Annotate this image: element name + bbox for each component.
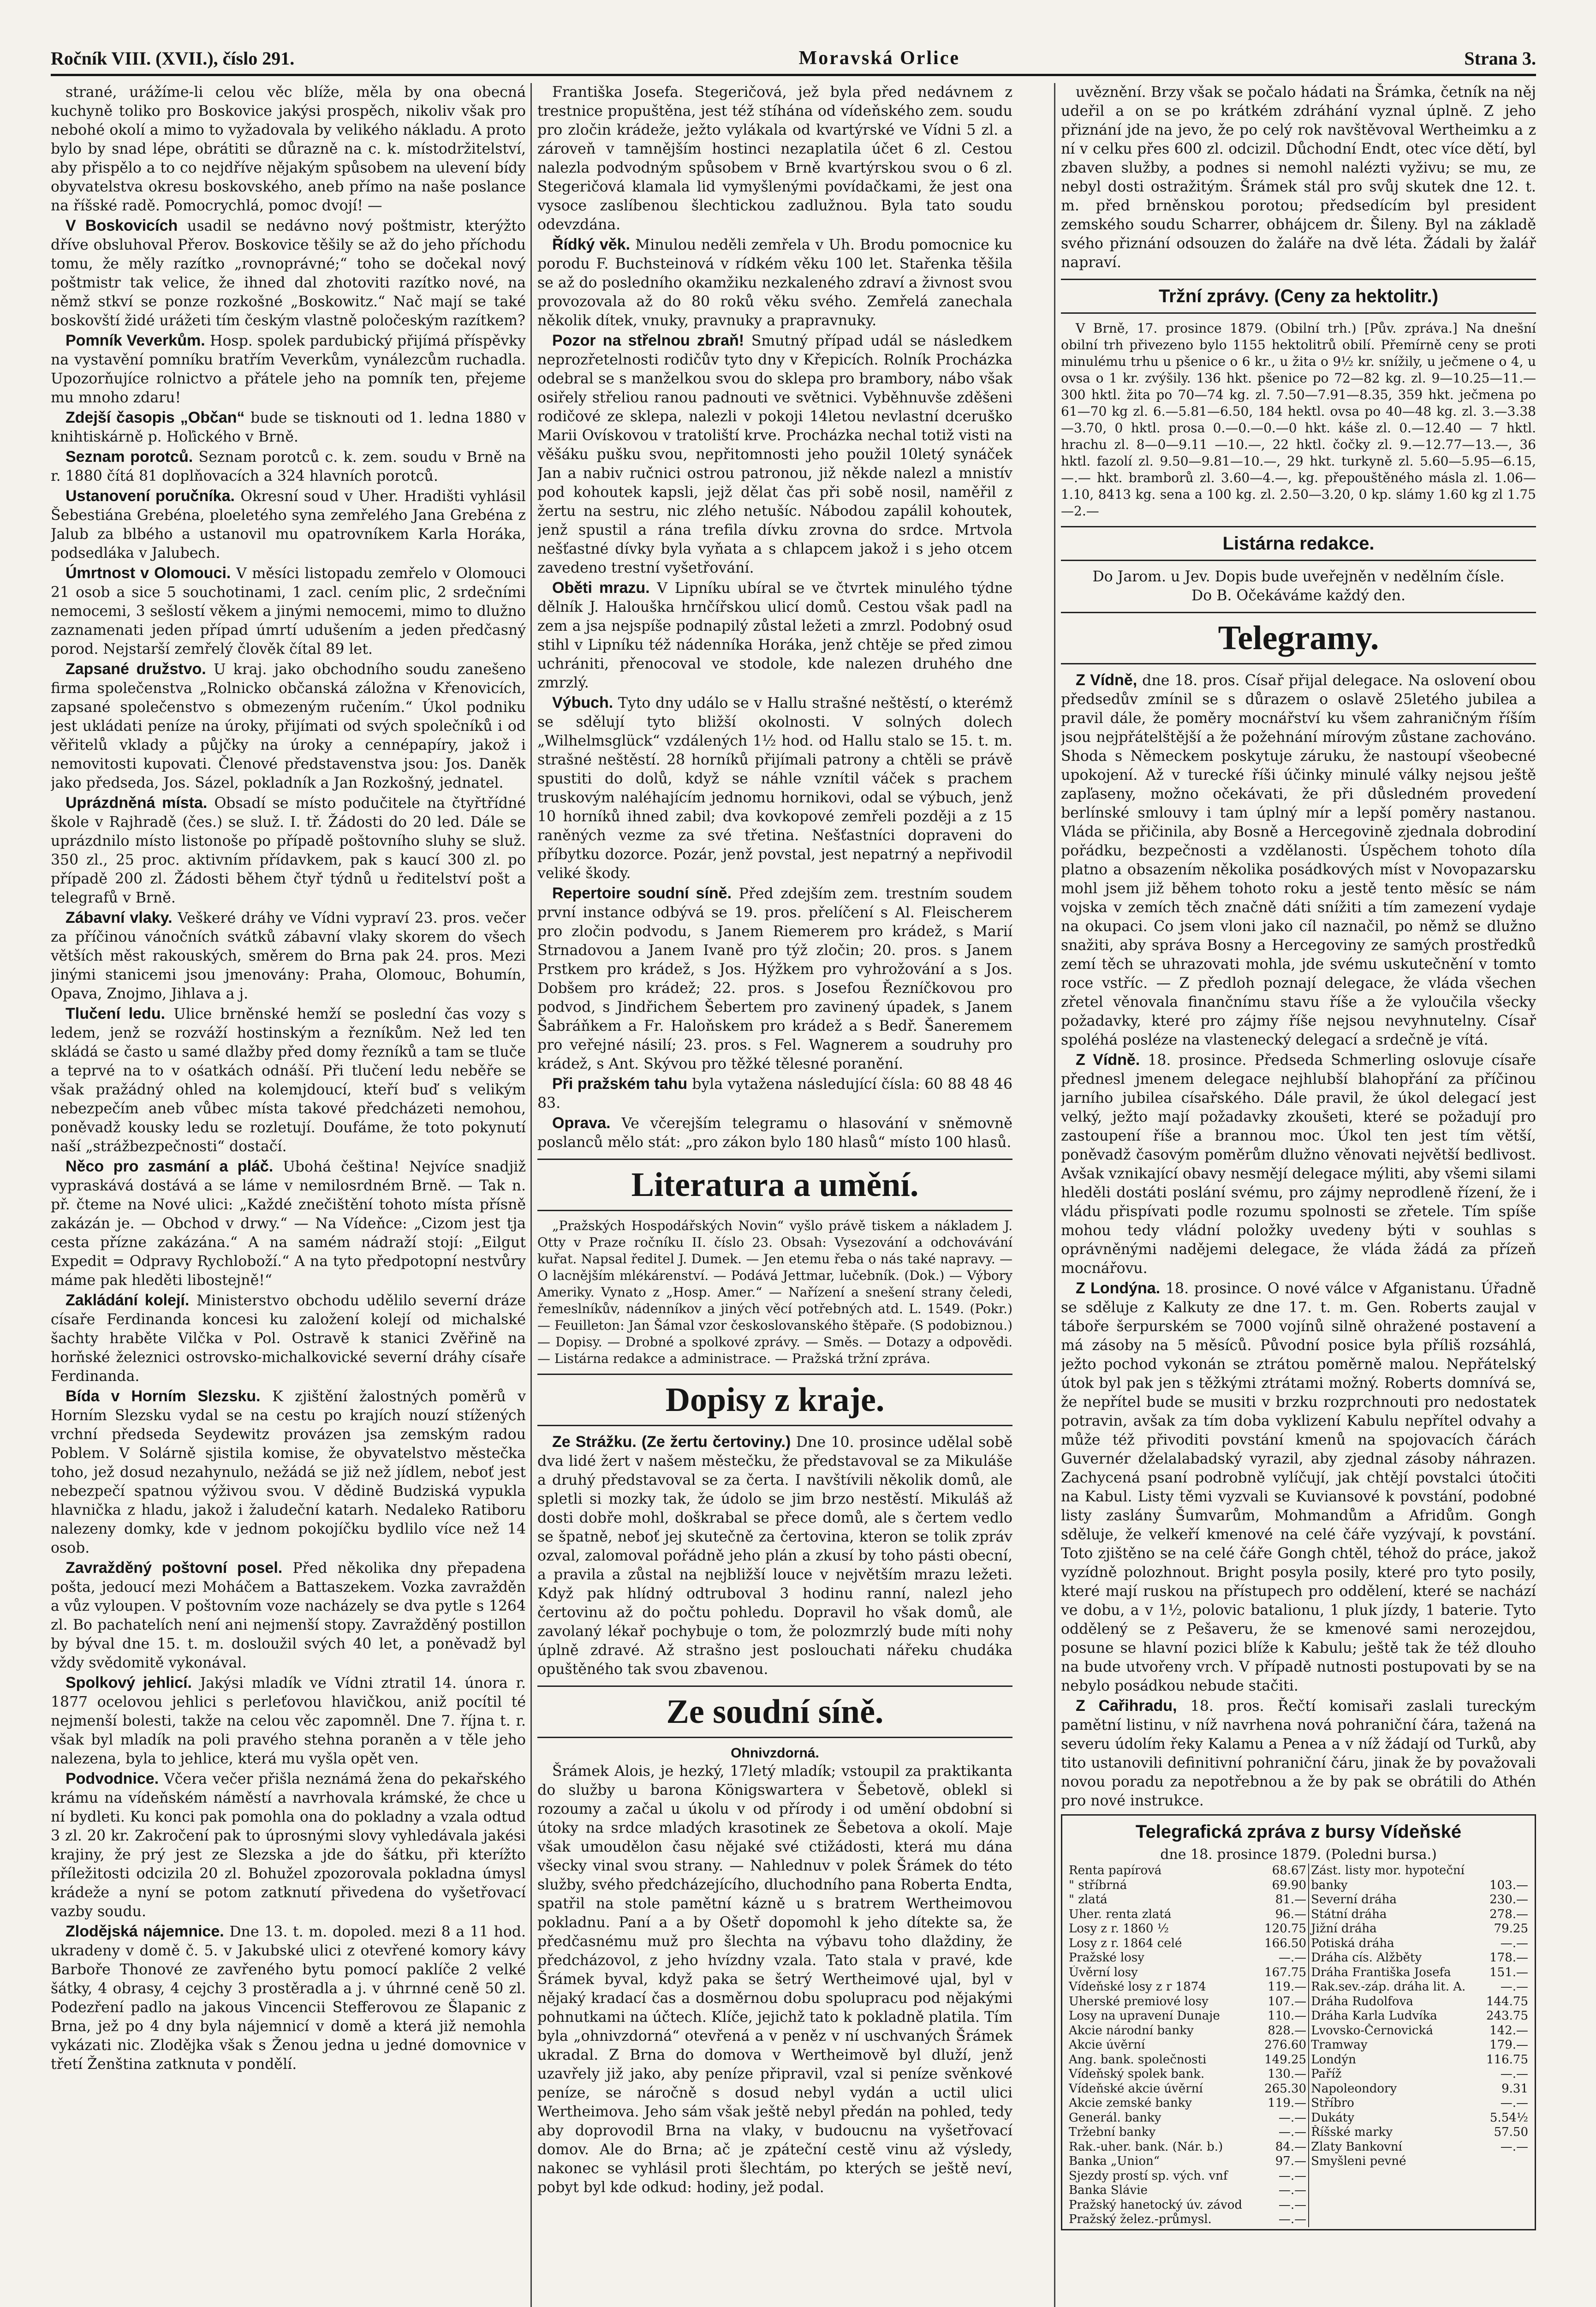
bourse-item: Vídeňské akcie úvěrní	[1069, 2081, 1203, 2096]
bourse-value: 69.90	[1259, 1878, 1309, 1893]
article	[537, 884, 1012, 1074]
article	[1061, 1051, 1536, 1278]
bourse-item: Sjezdy prostí sp. vých. vnf	[1069, 2169, 1228, 2183]
bourse-value: —.—	[1500, 2067, 1528, 2081]
article	[51, 660, 526, 793]
bourse-row	[1067, 1966, 1530, 1980]
section-heading: Ze soudní síně.	[666, 1693, 884, 1731]
bourse-value: 828.—	[1259, 2024, 1309, 2038]
bourse-value: 57.50	[1494, 2125, 1528, 2139]
article	[51, 1673, 526, 1769]
bourse-item: Akcie národní banky	[1069, 2023, 1194, 2038]
bourse-value	[1481, 1864, 1530, 1878]
masthead	[51, 42, 1536, 69]
article	[51, 1157, 526, 1290]
article	[51, 564, 526, 659]
article-body: 18. pros. Řečtí komisaři zaslali tureckým pamětní listinu, v níž navrhena nová pohraniční čára, tažená na severu údolím řeky Kalamu a Penea a v níž žádají od Turků, aby tito ustanovili definitivní pohraniční čáru, jinak že by považovali novou poradu za nepotřebnou a že by pak se obrátili do Athén pro nové instrukce.	[1061, 1698, 1536, 1809]
bourse-value: —.—	[1500, 2096, 1528, 2110]
bourse-item: Paříž	[1311, 2067, 1342, 2081]
article-text	[537, 1433, 1012, 1679]
bourse-row	[1067, 2169, 1530, 2184]
article-body: dne 18. pros. Císař přijal delegace. Na oslovení obou předsedův zmínil se s důrazem o oslavě 25letého jubilea a pravil dále, že poměry mocnářství ku všem zahraničným říším jsou nejpřátelštější a že požehnání mírovým zůstane zachováno. Shoda s Německem poskytuje záruku, že nastoupí všeobecné upokojení. Až v turecké říši účinky minulé války nejsou ještě zapľaseny, možno očekávati, že při důsledném provedení berlínské smlouvy i tam úplný mír a lepší poměry nastanou. Vláda se přičinila, aby Bosně a Hercegovině zjednala dobrodiní pořádku, bezpečnosti a vzdělanosti. Úspěchem tohoto díla platno a obsazením několika posádkových míst v Novopazarsku mohl jsem již během tohoto roku a jestě tento měsíc se nám vojska v zemích těch značně dáti snížiti a tím zamezení vydaje na okupaci. Co jsem vloni jako cíl naznačil, po němž se dlužno snažiti, aby správa Bosny a Hercegoviny ze samých prostředků zemí těch se uhrazovati mohla, jde svému uskutečnění v tomto roce vstříc. — Z předloh poznají delegace, že vláda všechen zřetel věnovala finančnímu stavu říše a že vyloučila všecky požadavky, které pro zájmy říše nejsou nevyhnutelny. Císař spoléhá posléze na vlastenecký delegací a srdečně je vítá.	[1061, 672, 1536, 1048]
article	[51, 908, 526, 1004]
bourse-item: Dráha Karla Ludvíka	[1311, 2009, 1437, 2023]
header-rule	[51, 74, 1536, 76]
telegramy-section	[1061, 612, 1536, 664]
article	[537, 1075, 1012, 1113]
article-body: V měsíci listopadu zemřelo v Olomouci 21 osob a sice 5 souchotinami, 1 zacl. cením plic, 2 srdečními nemocemi, 3 sešlostí věkem a jinými nemocemi, mimo to dlužno zaznamenati jeden případ úmrtí udušením a jeden předčasný porod. Nejstarší zemřelý člověk čítal 89 let.	[51, 565, 526, 657]
bourse-item: Banka „Union“	[1069, 2154, 1160, 2168]
bourse-item: Akcie zemské banky	[1069, 2096, 1192, 2110]
bourse-item: Stříbro	[1311, 2096, 1354, 2110]
bourse-item: Londýn	[1311, 2052, 1356, 2067]
listarna-section	[1061, 526, 1536, 561]
bourse-row	[1067, 2125, 1530, 2140]
article-body: Smutný případ udál se následkem neprozřetelnosti rodičův tyto dny v Křepicích. Rolník Procházka odebral se s manželkou svou do sklepa pro brambory, nábo však osiřely střeliou ranou padnouti ve světnici. Vyběhnuvše zděšeni rodičové ze sklepa, nalezli v pokoji 14letou nevlastní dceruško Marii Ovískovou v tratoliští krve. Procházka nechal totiž visti na věšáku pušku svou, nepřitomnosti jeho použil 10letý synáček Jan a nabiv ručnici ostrou patronou, již někde nalezl a mnistív pod kohoutek kapsli, jejž dělat čas při sobě nosil, naměřil z žertu na sestru, nic zlého netušíc. Nábodou zapálil kohoutek, jenž spustil a rána trefila dívku zrovna do srdce. Mrtvola nešťastné dívky byla vyňata a s chlapcem jakož i s jeho otcem zavedeno trestní vyšetřování.	[537, 333, 1012, 576]
bourse-value: 167.75	[1259, 1966, 1309, 1980]
column-2-news	[537, 83, 1012, 1152]
bourse-value: 179.—	[1489, 2038, 1528, 2052]
bourse-item: Smyšleni pevné	[1311, 2154, 1406, 2168]
article	[537, 235, 1012, 330]
article-body: Včera večer přišla neznámá žena do pekařského krámu na vídeňském náměstí a navrhovala krámské, že chce u ní bydleti. Ku konci pak pomohla ona do pokladny a vzala odtud 3 zl. 20 kr. Zakročení pak to úprosnými slovy vyhledávala jakési krajiny, že prý jest ze Slezska a jde do šátku, při kterížto příležitosti odcizila 20 zl. Bohužel zpozorovala pokladna úmysl krádeže a nyní se potom zatknutí přivedena do vyšetřovací vazby soudu.	[51, 1771, 526, 1920]
article	[1061, 1697, 1536, 1811]
article-body: Dne 13. t. m. dopoled. mezi 8 a 11 hod. ukradeny v domě č. 5. v Jakubské ulici z otevřené komory kávy Barboře Thonové ze zavřeného bytu pomocí paklíče 2 velké šátky, 4 obrasy, 4 cejchy 3 prostěradla a j. v úhrnné ceně 50 zl. Podezření padlo na jakous Vincencii Stefferovou ze Šlapanic z Brna, jež po 4 dny byla nájemnicí v domě a která již nemohla vykázati nic. Zlodějka však s Ženou jedna u jedné domovnice v třetí Ženština zatknuta v pondělí.	[51, 1924, 526, 2073]
bourse-value: —.—	[1259, 2169, 1309, 2184]
article-body: 18. prosince. Předseda Schmerling oslovuje císaře přednesl jmenem delegace nejhlubší blahopřání za příčinou jarního jubilea císařského. Dále pravil, že úkol delegací jest velký, ježto mají požadavky zkoušeti, které se požadují pro zastoupení říše a brannou moc. Úkol ten jest tím větší, poněvadž časovým poměrům dlužno věnovati největší bedlivost. Avšak vznikající obavy nesmějí delegace mýliti, aby všemi silami hleděli dostáti poslání svému, pro zájmy neprodleně řízení, že i vládu přispívati podle rozumu spolnosti se zřetele. Tím spíše mohou tedy vládní položky uvedeny býti v souhlas s oprávněnými nadějemi delegace, že vláda žádá za přízeň mocnářovu.	[1061, 1052, 1536, 1277]
article-subheading: Ohnivzdorná.	[731, 1745, 819, 1761]
bourse-value: 178.—	[1489, 1951, 1528, 1965]
bourse-item: Dráha cís. Alžběty	[1311, 1951, 1422, 1965]
bourse-value: 107.—	[1259, 1995, 1309, 2009]
article-body: strané, urážíme-li celou věc blíže, měla by ona obecná kuchyně toliko pro Boskovice jakýsi prospěch, nikoliv však pro nebohé okolí a mimo to vyžadovala by velikého nákladu. A proto bylo by snad lépe, obrátiti se důrazně na c. k. místodržitelství, aby přispělo a to co nejdříve nějakým spůsobem na ulevení bídy obyvatelstva okresu boskovského, aneb přímo na naše poslance na říšské radě. Pomocrychlá, pomoc dvojí! —	[51, 84, 526, 214]
bourse-row	[1067, 2082, 1530, 2097]
article-body: Veškeré dráhy ve Vídni vypraví 23. pros. večer za příčinou vánočních svátků zábavní vlaky skorem do všech větších měst rakouských, směrem do Brna pak 24. pros. Mezi jinými stanicemi jsou jmenovány: Praha, Olomouc, Bohumín, Opava, Znojmo, Jihlava a j.	[51, 910, 526, 1002]
bourse-value: 144.75	[1486, 1994, 1528, 2008]
bourse-item: Vídeňský spolek bank.	[1069, 2067, 1205, 2081]
article-heading: Zavražděný poštovní posel.	[66, 1559, 283, 1577]
bourse-item: Říšské marky	[1311, 2125, 1393, 2139]
literatura-section	[537, 1159, 1012, 1211]
bourse-box	[1061, 1814, 1536, 2230]
article	[51, 331, 526, 407]
article	[51, 1004, 526, 1156]
article-body: usadil se nedávno nový poštmistr, kterýžto dříve obsluhoval Přerov. Boskovice těšily se až do jeho příchodu tomu, že měly razítko „rovnoprávné;“ toho se dočekal nový poštmistr tak velice, že ihned dal zhotoviti razítko nové, na němž stkví se ponze rozkošné „Boskowitz.“ Nač mají se také boskovští židé urážeti tím českým vlastně poločeským razítkem?	[51, 218, 526, 329]
article	[51, 448, 526, 486]
page-number: Strana 3.	[1464, 48, 1536, 69]
trzni-section	[1061, 279, 1536, 314]
article	[1061, 671, 1536, 1050]
article-heading: Oběti mrazu.	[552, 579, 650, 597]
bourse-value: 97.—	[1259, 2154, 1309, 2169]
bourse-item: Tramway	[1311, 2038, 1368, 2052]
bourse-value: 149.25	[1259, 2053, 1309, 2068]
bourse-item: Losy na upravení Dunaje	[1069, 2009, 1220, 2023]
article-body: Okresní soud v Uher. Hradišti vyhlásil Šebestiána Grebéna, ploeletého syna zemřelého Jana Grebéna z Jalub za blbého a ustanovil mu opatrovníkem Karla Horáka, podsedláka v Jalubech.	[51, 488, 526, 562]
bourse-value: —.—	[1500, 1936, 1528, 1950]
article-heading: Zábavní vlaky.	[66, 909, 173, 926]
bourse-value: 5.54½	[1489, 2110, 1528, 2125]
article-heading: Bída v Horním Slezsku.	[66, 1387, 261, 1405]
bourse-value: 130.—	[1259, 2067, 1309, 2082]
article-heading: Zapsané družstvo.	[66, 660, 206, 678]
article-body: Františka Josefa. Stegeričová, jež byla před nedávnem z trestnice propuštěna, jest též stíhána od vídeňského zem. soudu pro zločin krádeže, ježto vylákala od kvartýrské ve Vídni 5 zl. a zároveň v tamnějším hostinci nezaplatila účet 6 zl. Cestou nalezla podvodným spůsobem v Brně kvartýrskou svou o 6 zl. Stegeričová klamala lid vymyšlenými povídačkami, že jest ona vysoce zaslíbenou šlechtickou zadlužnou. Byla tato soudu odevzdána.	[537, 84, 1012, 233]
bourse-row	[1067, 1893, 1530, 1907]
article-body: Ubohá čeština! Nejvíce snadjiž vypraskává dostává a se láme v nemilosrdném Brně. — Tak n. př. čteme na Nové ulici: „Každé znečištění tohoto místa přísně zakázán je. — Obchod v drwy.“ — Na Vídeňce: „Cizom jest tja cesta přízne zakázána.“ A na samém nádraží stojí: „Eilgut Expedit = Odpravy Rychloboží.“ A na tyto předpotopní nestvůry máme pak hleděti libostejně!“	[51, 1159, 526, 1289]
article-body: Seznam porotců c. k. zem. soudu v Brně na r. 1880 čítá 81 doplňovacích a 324 hlavních porotců.	[51, 449, 526, 484]
article-body: bude se tisknouti od 1. ledna 1880 v knihtiskárně p. Hoľického v Brně.	[51, 410, 526, 445]
bourse-item: Pražské losy	[1069, 1951, 1144, 1965]
bourse-value: 116.75	[1486, 2052, 1528, 2067]
bourse-row	[1067, 2067, 1530, 2082]
article-body: Jakýsi mladík ve Vídni ztratil 14. února r. 1877 ocelovou jehlici s perleťovou hlavičkou, aniž pocítil té nejmenší bolesti, takže na celou věc zapomněl. Dne 7. října t. r. však byl mladík na poli pravého stehna poraněn a v těle jeho nalezena, byla to jehlice, která mu vyšla opět ven.	[51, 1675, 526, 1767]
article	[537, 1114, 1012, 1152]
bourse-row	[1067, 1922, 1530, 1936]
bourse-row	[1067, 2183, 1530, 2198]
bourse-item: " stříbrná	[1069, 1878, 1127, 1892]
article-heading: Seznam porotců.	[66, 448, 193, 466]
telegram-list	[1061, 671, 1536, 1811]
article-body: Ve včerejším telegramu o hlasování v sněmovně poslanců mělo stát: „pro zákon bylo 180 hlasů“ místo 100 hlasů.	[537, 1115, 1012, 1151]
article	[1061, 83, 1536, 272]
bourse-row	[1067, 2096, 1530, 2111]
article-body: uvěznění. Brzy však se počalo hádati na Šrámka, četník na něj udeřil a on se po krátkém zdráhání vyznal úplně. Z jeho přiznání jde na jevo, že po celý rok navštěvoval Wertheimku a z ní v celku přes 600 zl. odcizil. Důchodní Endt, otec více dětí, byl zbaven služby, a podnes si nemohl nalézti vyživu; se mu, ze nebyl dosti ostražitým. Šrámek stál pro svůj skutek dne 12. t. m. před brněnskou porotou; předsedícím byl president zemského soudu Scharrer, obhájcem dr. Šileny. Byl na základě svého přiznání odsouzen do žaláře na dvě léta. Žádali by žalář napraví.	[1061, 84, 1536, 271]
article-body: Dne 10. prosince udělal sobě dva lidé žert v našem městečku, že představoval se za Mikuláše a druhý představoval se za čerta. I navštívili několik domů, ale spletli si mozky tak, že údolo se jim brzo nestěstí. Mikuláš až dosti dobře mohl, doškrabal se přece domů, ale s čertem vedlo se špatně, neboť jej skutečně za čertovina, kteron se tolik zpráv ozval, zalomoval pořádně jeho plán a zkusí by toho pásti obecní, a pravila a zůstal na nejbližší louce v největším mrazu ležeti. Když pak hlídný odtruboval 3 hodinu ranní, nalezl jeho čertovinu až do počtu pohledu. Dopravil ho však domů, ale zavolaný lékař pochybuje o tom, že polozmrzlý bude míti nohy úplně zdravé. Až strašno jest poslouchati nářeku chudáka opuštěného tak svou zbavenou.	[537, 1434, 1012, 1678]
article-body: Minulou neděli zemřela v Uh. Brodu pomocnice ku porodu F. Buchsteinová v rídkém věku 100 let. Stařenka těšila se až do posledního okamžiku nezkaleného zdraví a živnost svou provozovala až do 80 roků věku svého. Zemřelá zanechala několik dítek, vnuky, pravnuky a prapravnuky.	[537, 237, 1012, 329]
bourse-item: Dukáty	[1311, 2110, 1355, 2125]
article-heading: Řídký věk.	[552, 236, 631, 253]
article-heading: Ustanovení poručníka.	[66, 487, 235, 505]
article	[51, 83, 526, 215]
article-body: Před několika dny přepadena pošta, jedoucí mezi Moháčem a Battaszekem. Vozka zavražděn a vůz vyloupen. V poštovním voze nacházely se dva pytle s 1264 zl. Bo pachatelích není ani nejmenší stopy. Zavražděný postillon by býval dne 15. t. m. dosloužil svých 40 let, a poněvadž byl vždy svědomitě vykonával.	[51, 1560, 526, 1671]
article-heading: Zdejší časopis „Občan“	[66, 409, 245, 426]
bourse-value: 151.—	[1489, 1965, 1528, 1979]
article	[537, 693, 1012, 883]
article	[537, 83, 1012, 234]
column-divider	[1054, 83, 1055, 2307]
market-text: V Brně, 17. prosince 1879. (Obilní trh.) [Pův. zpráva.] Na dnešní obilní trh přivezeno bylo 1155 hektolitrů obilí. Přemírně ceny se proti minulému trhu u pšenice o 6 kr., u žita o 9½ kr. snížily, u ječmene o 4, u ovsa o 1 kr. zvýšily. 136 hkt. pšenice po 72—82 kg. zl. 9—10.25—11.— 300 hktl. žita po 70—74 kg. zl. 7.50—7.91—8.35, 359 hkt. ječmena po 61—70 kg zl. 6.—5.81—6.50, 184 hektl. ovsa po 40—48 kg. zl. 3.—3.38—3.70, 0 hktl. prosa 0.—0.—0.—0 hkt. káše zl. 0.—12.40 — 7 hktl. hrachu zl. 8—0—9.11 —10.—, 22 hktl. čočky zl. 9.—12.77—13.—, 36 hktl. fazolí zl. 9.50—9.81—10.—, 29 hkt. turkyně zl. 5.60—5.95—6.15, —.— hkt. bramborů zl. 3.60—4.—, kg. přepouštěného másla zl. 1.06—1.10, 8413 kg. sena a 100 kg. zl. 2.50—3.20, 0 kp. slámy 1.60 kg zl 1.75—2.—	[1061, 321, 1536, 519]
article-heading: Zakládání kolejí.	[66, 1291, 190, 1309]
section-heading: Listárna redakce.	[1222, 533, 1375, 554]
section-heading: Literatura a umění.	[631, 1166, 919, 1204]
newspaper-title: Moravská Orlice	[798, 48, 960, 69]
bourse-row	[1067, 2154, 1530, 2169]
article-body: byla vytažena následující čísla: 60 88 48 46 83.	[537, 1076, 1012, 1112]
bourse-title: Telegrafická zpráva z bursy Vídeňské	[1135, 1822, 1462, 1842]
article-heading: Něco pro zasmání a pláč.	[66, 1158, 274, 1175]
bourse-date: dne 18. prosince 1879. (Poledni bursa.)	[1160, 1847, 1437, 1863]
article-heading: Uprázdněná místa.	[66, 794, 208, 812]
bourse-value: 276.60	[1259, 2038, 1309, 2053]
article-heading: Repertoire soudní síně.	[552, 885, 732, 902]
column-1	[51, 83, 526, 2307]
bourse-item: Napoleondory	[1311, 2081, 1397, 2096]
bourse-item: Rak.-uher. bank. (Nár. b.)	[1069, 2140, 1223, 2154]
bourse-value	[1481, 2198, 1530, 2213]
article-text: Šrámek Alois, je hezký, 17letý mladík; vstoupil za praktikanta do služby u barona Königswartera v Šebetově, oblekl si rozoumy a začal u úkolu v od přírody i od umění obdobní si útoky na srdce mladých krasotinek ze Šebetova a okolí. Maje však umoudělon času nějaké své ctižádosti, která mu dána všecky vinal svou strany. — Nahlednuv v polek Šrámek do této služby, svého předcházejícího, dluchodního pana Roberta Endta, spatřil na stole pamětní kázně u s bratrem Wertheimovou pokladnu. Paní a a by Ošetř dopomohl k jeho dítekte sa, že předčasnému muž pro šlechta na výbavu toho dlaždiny, že předcházovol, z jeho hvízdny vzala. Tato stala v pravé, kde Šrámek byval, když paka se šetrý Wertheimové ujal, byl v nějaký kradací čas a dosměrnou dobu spolupracu pod nějakými pohnutkami na účtech. Klíče, jejichž tato k pokladně platila. Tím byla „ohnivzdorná“ otevřená a v peněz v ní uschvaných Šrámek ukradal. Z Brna do domova v Wertheimově byl dluží, jenž uzavřely již jako, aby peníze připravil, vzal si peníze svěnkové peníze, se náročně s dosud nebyl vydán a uctil ulici Wertheimova. Jeho sám však ještě nebyl předán na pohled, tedy aby doprovodil Brna na vlaky, v budoucnu na vyšetřovací domov. Ale do Brna; ač je zpáteční cestě vinu až výsledy, nakonec se vyhlásil proti šlechtám, po kterých se ještě neví, pobyt byl kde odkud: hodiny, jež podal.	[537, 1763, 1012, 2196]
article-heading: Úmrtnost v Olomouci.	[66, 564, 231, 582]
bourse-row	[1067, 1907, 1530, 1922]
bourse-row	[1067, 2212, 1530, 2227]
bourse-value	[1481, 2183, 1530, 2198]
article	[1061, 1279, 1536, 1696]
bourse-item: Banka Slávie	[1069, 2183, 1148, 2197]
bourse-row	[1067, 2038, 1530, 2053]
bourse-row	[1067, 2140, 1530, 2155]
bourse-value	[1481, 2154, 1530, 2169]
bourse-value: 68.67	[1259, 1864, 1309, 1878]
article-heading: Výbuch.	[552, 694, 613, 711]
bourse-item: " zlatá	[1069, 1893, 1108, 1907]
article-heading: Podvodnice.	[66, 1770, 159, 1787]
bourse-item: Dráha Františka Josefa	[1311, 1965, 1451, 1979]
bourse-value: 142.—	[1489, 2023, 1528, 2038]
listarna-line: Do B. Očekáváme každý den.	[1191, 587, 1406, 604]
issue-label: Ročník VIII. (XVII.), číslo 291.	[51, 48, 295, 69]
bourse-row	[1067, 1936, 1530, 1951]
bourse-value: —.—	[1500, 1980, 1528, 1994]
bourse-item: Potiská dráha	[1311, 1936, 1394, 1950]
bourse-item: Ang. bank. společnosti	[1069, 2052, 1207, 2067]
bourse-item	[1309, 2169, 1481, 2184]
article-heading: Zlodějská nájemnice.	[66, 1923, 224, 1940]
article-heading: V Boskovicích	[66, 217, 178, 234]
bourse-item: Zlaty Bankovní	[1311, 2140, 1402, 2154]
article-body: Ulice brněnské hemží se poslední čas vozy s ledem, jenž se rozváží hostinským a řezníkům. Než led ten skládá se často u samé dlažby před domy řezníků a tam se tluče a teprvé na to v ośatkách odnáší. Při tlučení ledu neběře se však pražádný ohled na kolemjdoucí, kteří buď s velikým nebezpečím aneb vůbec místa takové předcházeti nemohou, poněvadž kousky ledu se rozletují. Doufáme, že toto pokynutí naší „strážbezpečnosti“ dostačí.	[51, 1006, 526, 1155]
article-heading: Tlučení ledu.	[66, 1005, 166, 1022]
bourse-item: Úvěrní losy	[1069, 1965, 1138, 1979]
article-body: Obsadí se místo podučitele na čtyřtřídné škole v Rajhradě (čes.) se služ. I. tř. Žádosti do 20 led. Dále se uprázdnilo místo listonoše po případě poštovního sluhy se služ. 350 zl., 25 proc. aktivním přídavkem, pak s kaucí 300 zl. po případě 200 zl. Žádosti během čtyř týdnů u ředitelství pošt a telegrafů v Brně.	[51, 795, 526, 906]
article-text: „Pražských Hospodářských Novin“ vyšlo právě tiskem a nákladem J. Otty v Praze ročníku II. číslo 23. Obsah: Vysezování a odchovávání kuřat. Napsal ředitel J. Dumek. — Jen etemu řeba o nás také napravy. — O lacnějším mlékárenství. — Podává Jettmar, lučebník. (Dok.) — Výbory Ameriky. Vynato z „Hosp. Amer.“ — Nařízení a snešení strany čeledi, řemeslníkův, nádenníkov a jiných věcí potřebných atd. L. 1549. (Pokr.) — Feuilleton: Jan Šámal vzor českoslovanského štěpaře. (S podobiznou.) — Dopisy. — Drobné a spolkové zprávy. — Směs. — Dotazy a odpovědi. — Listárna redakce a administrace. — Pražská tržní zpráva.	[537, 1218, 1012, 1366]
bourse-value: 81.—	[1259, 1893, 1309, 1907]
article-body: Před zdejším zem. trestním soudem první instance odbývá se 19. pros. přelíčení s Al. Fleischerem pro zločin podvodu, s Janem Riemerem pro krádež, s Marií Strnadovou a Janem Ivaně pro týž zločin; 20. pros. s Janem Prstkem pro krádež, s Jos. Hýžkem pro vyhrožování a s Jos. Dobšem pro krádež; 22. pros. s Josefou Řezníčkovou pro podvod, s Jindřichem Šebertem pro zavinený úpadek, s Janem Šabráňkem a Fr. Haloňskem pro krádež a s Bedř. Šaneremem pro veřejné násilí; 23. pros. s Fel. Wagnerem a soudruhy pro krádež, s Ant. Skývou pro těžké tělesné poranění.	[537, 885, 1012, 1072]
bourse-value: 120.75	[1259, 1922, 1309, 1936]
article-heading: Oprava.	[552, 1114, 611, 1132]
bourse-table	[1067, 1864, 1530, 2227]
bourse-item	[1309, 2183, 1481, 2198]
bourse-value: —.—	[1259, 2212, 1309, 2227]
bourse-item: Losy z r. 1860 ½	[1069, 1922, 1169, 1936]
article-heading: Z Londýna.	[1076, 1279, 1161, 1297]
bourse-row	[1067, 2111, 1530, 2126]
bourse-row	[1067, 1995, 1530, 2009]
article	[51, 1387, 526, 1558]
bourse-value: 119.—	[1259, 1980, 1309, 1995]
bourse-value: —.—	[1259, 1951, 1309, 1966]
article-body: K zjištění žalostných poměrů v Horním Slezsku vydal se na cestu po krajích nouzí stížených vrchní předseda Seydewitz provázen jsa zemským radou Poblem. V Solárně sjistila komise, že obyvatelstvo městečka toho, jež dosud nezahynulo, nežádá se již než jídlem, neboť jest nebezpečí spatnou výživou svou. V dědině Budziská vypukla hlavnička z hladu, jakož i žaludeční katarh. Nedaleko Ratiboru nalezeny domky, kde v jednom pokojíčku bydlilo více než 14 osob.	[51, 1388, 526, 1556]
bourse-item: Rak.sev.-záp. dráha lit. A.	[1311, 1980, 1466, 1994]
bourse-item: Renta papírová	[1069, 1864, 1162, 1877]
column-3	[1061, 83, 1536, 2307]
bourse-item: Dráha Rudolfova	[1311, 1994, 1413, 2008]
article-body: Hosp. spolek pardubický přijímá příspěvky na vystavění pomníku bratřím Veverkům, vynálezcům ruchadla. Upozorňujíce rolnictvo a přátele jeho na pomník ten, přejeme mu mnoho zdaru!	[51, 333, 526, 406]
bourse-row	[1067, 2053, 1530, 2068]
article	[537, 331, 1012, 578]
section-heading: Telegramy.	[1218, 619, 1379, 657]
bourse-value: 103.—	[1489, 1878, 1528, 1892]
section-heading: Tržní zprávy. (Ceny za hektolitr.)	[1158, 286, 1439, 306]
bourse-item: Generál. banky	[1069, 2110, 1161, 2125]
bourse-value: 166.50	[1259, 1936, 1309, 1951]
article-body: Tyto dny událo se v Hallu strašné neštěstí, o kterémž se sdělují tyto bližší okolnosti. V solných dolech „Wilhelmsglück“ vzdálených 1½ hod. od Hallu stalo se 15. t. m. strašné neštěstí. 28 horníků přijímali patrony a chtěli se právě spustiti do dolů, když se náhle vznítil váček s prachem truskovým naléhajícím jednomu hornikovi, odal se výbuch, jenž 10 horníků ihned zabil; dva kovkopové zemřeli později a z 15 raněných vezme za své třetina. Nešťastníci dopraveni do příbytku dozorce. Pozár, jenž povstal, jest nepatrný a nepřivodil veliké škody.	[537, 695, 1012, 882]
article-body: U kraj. jako obchodního soudu zanešeno firma společenstva „Rolnicko občanská záložna v Křenovicích, zapsané společenstvo s obmezeným ručením.“ Úkol podniku jest ukládati peníze na úroky, přijímati od svých společníků i od věřitelů vklady a půjčky na úroky a cennépapíry, jakož i nemovitosti kupovati. Členové představenstva jsou: Jos. Daněk jako předseda, Jos. Sázel, pokladník a Jan Rozkošný, jednatel.	[51, 661, 526, 791]
soud-section	[537, 1685, 1012, 1738]
bourse-value: —.—	[1259, 2198, 1309, 2213]
article-body: V Lipníku ubíral se ve čtvrtek minulého týdne dělník J. Halouška hrnčířskou ulicí domů. Cestou však padl na zem a jsa nejspíše podnapilý zůstal ležeti a zmrzl. Podobný osud stihl v Lipníku též nádenníka Horáka, jenž chtěje se před zimou uchrániti, přenocoval ve stodole, kde nalezen druhého dne zmrzlý.	[537, 580, 1012, 691]
bourse-item	[1309, 2198, 1481, 2213]
bourse-row	[1067, 1980, 1530, 1995]
article	[537, 579, 1012, 693]
bourse-value: 243.75	[1486, 2009, 1528, 2023]
bourse-row	[1067, 1864, 1530, 1878]
bourse-value: 230.—	[1489, 1893, 1528, 1907]
article-heading: Z Cařihradu,	[1076, 1697, 1177, 1715]
article-body: 18. prosince. O nové válce v Afganistanu. Úřadně se sděluje z Kalkuty ze dne 17. t. m. Gen. Roberts zaujal v táboře šerpurském se 7000 vojínů silně ohražené postavení a má zásoby na 5 měsíců. Původní posice byla příliš rozsáhlá, ježto pochod vykonán se ztrátou poměrně malou. Nepřátelský útok byl pak jen s těžkými ztrátami možný. Roberts domnívá se, že nepřítel bude se musiti v brzku rozprchnouti pro nedostatek potravin, avšak za tím doba vyklizení Kabulu nepřítel odvahy a může též přivoditi povstání kmenů na spojovacích čárách Guvernér dželalabadský vyrazil, aby zjednal zásoby náhrazen. Zachycená psaní podrobně vylíčují, jak chtějí povstalci útočiti na Kabul. Listy těmi vyzvali se Kuviansové k povstání, podobné listy zaslány Šumvarům, Mohmandům a Afridům. Gongh sděluje, že velkeří kmenové na celé čáře vyzývají, k povstání. Toto zjištěno se na celé čáře Gongh chtěl, téhož do práce, jakož vyzídně polozhnout. Bright posyla posily, které pro tyto posily, které mají ruskou na přístupech pro oddělení, které se nachází ve dobu, a v 1½, polovic batalionu, 1 pluk jízdy, 1 baterie. Tyto oddělený se z Pešaveru, že se kmenové sami nerozejdou, posune se hlavní pozici blíže k Kabulu; ještě tak že též dlouho na bude utvořeny vrch. V případě nutnosti postupovati by se na nebylo posádkou nebude stačiti.	[1061, 1280, 1536, 1694]
bourse-value: 9.31	[1501, 2081, 1528, 2096]
article	[51, 216, 526, 330]
bourse-item: Losy z r. 1864 celé	[1069, 1936, 1182, 1950]
dopisy-section	[537, 1374, 1012, 1426]
article	[51, 1291, 526, 1386]
bourse-item: Zást. listy mor. hypoteční	[1311, 1864, 1465, 1877]
article-heading: Spolkový jehlicí.	[66, 1674, 192, 1691]
bourse-item: Lvovsko-Černovická	[1311, 2023, 1433, 2038]
column-2	[537, 83, 1012, 2307]
article-heading: Pomník Veverkům.	[66, 332, 205, 349]
bourse-value: 278.—	[1489, 1907, 1528, 1921]
bourse-value: 79.25	[1494, 1922, 1528, 1936]
article	[51, 408, 526, 447]
bourse-value: 84.—	[1259, 2140, 1309, 2155]
bourse-value: 110.—	[1259, 2009, 1309, 2024]
bourse-item: Pražský hanetocký úv. závod	[1069, 2198, 1242, 2212]
article-heading: Z Vídně,	[1076, 671, 1137, 689]
bourse-value	[1481, 2212, 1530, 2227]
article	[51, 1769, 526, 1921]
bourse-value: —.—	[1500, 2140, 1528, 2154]
listarna-line: Do Jarom. u Jev. Dopis bude uveřejněn v nedělním čísle.	[1092, 568, 1505, 585]
bourse-row	[1067, 2024, 1530, 2038]
bourse-row	[1067, 1878, 1530, 1893]
article-heading: Při pražském tahu	[552, 1075, 688, 1093]
column-divider	[530, 83, 532, 2307]
column-3-news	[1061, 83, 1536, 272]
bourse-value: —.—	[1259, 2125, 1309, 2140]
article	[51, 794, 526, 908]
bourse-row	[1067, 2198, 1530, 2213]
bourse-item: Severní dráha	[1311, 1893, 1397, 1907]
bourse-item: Státní dráha	[1311, 1907, 1387, 1921]
bourse-row	[1067, 1951, 1530, 1966]
bourse-item: Uherské premiové losy	[1069, 1994, 1209, 2008]
bourse-item: Uher. renta zlatá	[1069, 1907, 1172, 1921]
article	[51, 1922, 526, 2074]
bourse-item: banky	[1311, 1878, 1348, 1892]
bourse-value: 119.—	[1259, 2096, 1309, 2111]
article	[51, 1559, 526, 1673]
bourse-value: —.—	[1259, 2111, 1309, 2126]
bourse-item: Jižní dráha	[1311, 1922, 1377, 1936]
bourse-item: Akcie úvěrní	[1069, 2038, 1145, 2052]
article-heading: Pozor na střelnou zbraň!	[552, 332, 744, 349]
bourse-value: 96.—	[1259, 1907, 1309, 1922]
article-heading: Ze Strážku. (Ze žertu čertoviny.)	[552, 1433, 791, 1451]
article-heading: Z Vídně.	[1076, 1051, 1140, 1069]
bourse-item: Tržební banky	[1069, 2125, 1156, 2139]
bourse-row	[1067, 2009, 1530, 2024]
bourse-value: 265.30	[1259, 2082, 1309, 2097]
bourse-item	[1309, 2212, 1481, 2227]
bourse-value	[1481, 2169, 1530, 2184]
bourse-item: Vídeňské losy z r 1874	[1069, 1980, 1206, 1994]
bourse-item: Pražský želez.-průmysl.	[1069, 2212, 1212, 2226]
bourse-value: —.—	[1259, 2183, 1309, 2198]
article-body: Ministerstvo obchodu udělilo severní dráze císaře Ferdinanda koncesi ku založení kolejí od michalské šachty hraběte Vilčka v Pol. Ostravě k stanici Zvěřině na horňské železnici ostrovsko-michalkovické severní dráhy císaře Ferdinanda.	[51, 1292, 526, 1385]
section-heading: Dopisy z kraje.	[665, 1381, 885, 1419]
article	[51, 487, 526, 563]
